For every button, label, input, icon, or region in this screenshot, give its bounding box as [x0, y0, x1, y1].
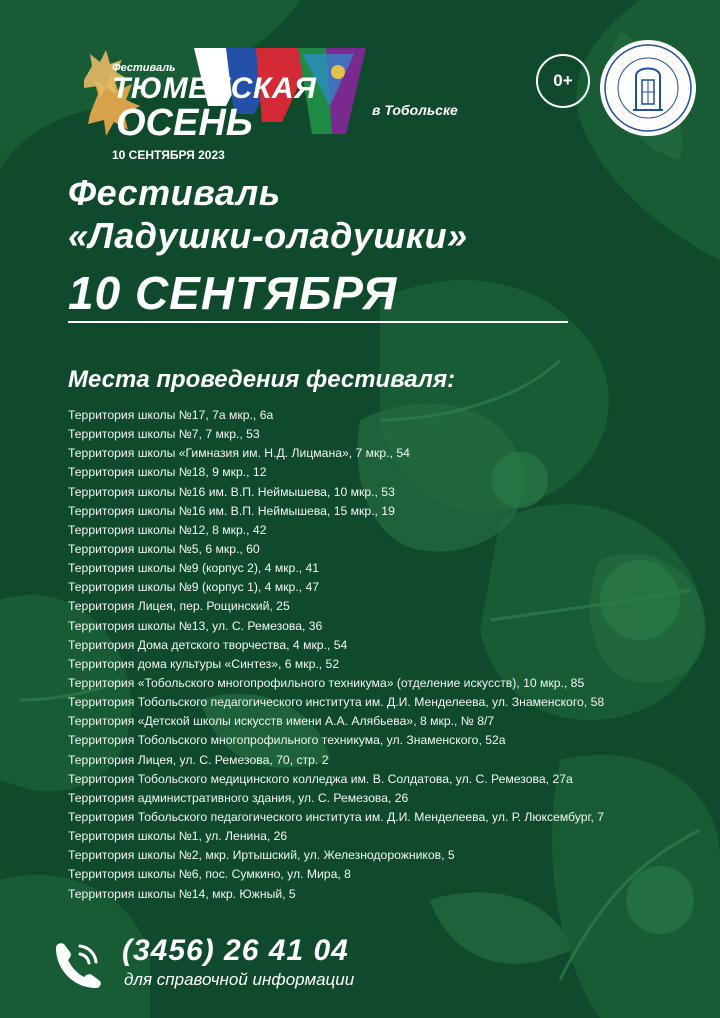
list-item: Территория Лицея, пер. Рощинский, 25 — [68, 599, 290, 614]
list-item: Территория школы №18, 9 мкр., 12 — [68, 465, 267, 480]
list-item: Территория Лицея, ул. С. Ремезова, 70, стр. 2 — [68, 752, 329, 767]
phone-number[interactable]: (3456) 26 41 04 — [122, 934, 349, 967]
list-item: Территория школы №16 им. В.П. Неймышева, 10 мкр., 53 — [68, 484, 395, 499]
list-item: Территория Тобольского педагогического института им. Д.И. Менделеева, ул. Знаменского, 58 — [68, 695, 605, 710]
list-item: Территория школы №7, 7 мкр., 53 — [68, 427, 260, 442]
list-item: Территория школы №14, мкр. Южный, 5 — [68, 886, 296, 901]
logo-festival-label: Фестиваль — [112, 62, 176, 74]
list-item: Территория Тобольского многопрофильного техникума, ул. Знаменского, 52а — [68, 733, 506, 748]
list-item: Территория школы №6, пос. Сумкино, ул. Мира, 8 — [68, 867, 351, 882]
list-item: Территория школы №12, 8 мкр., 42 — [68, 522, 267, 537]
age-rating-badge: 0+ — [536, 54, 590, 108]
list-item: Территория Тобольского педагогического института им. Д.И. Менделеева, ул. Р. Люксембург, 7 — [68, 809, 605, 824]
logo-title-line1: ТЮМЕНСКАЯ — [112, 72, 317, 105]
list-item: Территория школы №17, 7а мкр., 6а — [68, 408, 274, 422]
list-item: Территория Тобольского медицинского колледжа им. В. Солдатова, ул. С. Ремезова, 27а — [68, 771, 573, 786]
list-item: Территория школы №5, 6 мкр., 60 — [68, 541, 260, 556]
festival-date: 10 СЕНТЯБРЯ — [68, 268, 568, 323]
venues-heading: Места проведения фестиваля: — [68, 366, 456, 393]
list-item: Территория школы №2, мкр. Иртышский, ул. Железнодорожников, 5 — [68, 848, 455, 863]
list-item: Территория «Тобольского многопрофильного техникума» (отделение искусств), 10 мкр., 85 — [68, 675, 585, 690]
list-item: Территория школы «Гимназия им. Н.Д. Лицмана», 7 мкр., 54 — [68, 446, 410, 461]
list-item: Территория школы №13, ул. С. Ремезова, 36 — [68, 618, 323, 633]
list-item: Территория школы №1, ул. Ленина, 26 — [68, 829, 288, 844]
logo-date: 10 СЕНТЯБРЯ 2023 — [112, 148, 225, 162]
list-item: Территория школы №9 (корпус 1), 4 мкр., 47 — [68, 580, 320, 595]
festival-logo — [76, 44, 516, 174]
list-item: Территория «Детской школы искусств имени А.А. Алябьева», 8 мкр., № 8/7 — [68, 714, 495, 729]
phone-note: для справочной информации — [124, 970, 355, 989]
museum-seal-icon — [600, 40, 696, 136]
list-item: Территория школы №9 (корпус 2), 4 мкр., 41 — [68, 561, 320, 576]
logo-city: в Тобольске — [372, 102, 458, 118]
list-item: Территория административного здания, ул. С. Ремезова, 26 — [68, 790, 409, 805]
phone-icon — [50, 940, 106, 990]
venues-list — [68, 406, 604, 904]
logo-title-line2: ОСЕНЬ — [116, 102, 253, 144]
list-item: Территория Дома детского творчества, 4 мкр., 54 — [68, 637, 348, 652]
festival-title-line2: «Ладушки-оладушки» — [68, 215, 468, 256]
list-item: Территория школы №16 им. В.П. Неймышева, 15 мкр., 19 — [68, 503, 395, 518]
list-item: Территория дома культуры «Синтез», 6 мкр., 52 — [68, 656, 340, 671]
festival-title-line1: Фестиваль — [68, 172, 281, 213]
